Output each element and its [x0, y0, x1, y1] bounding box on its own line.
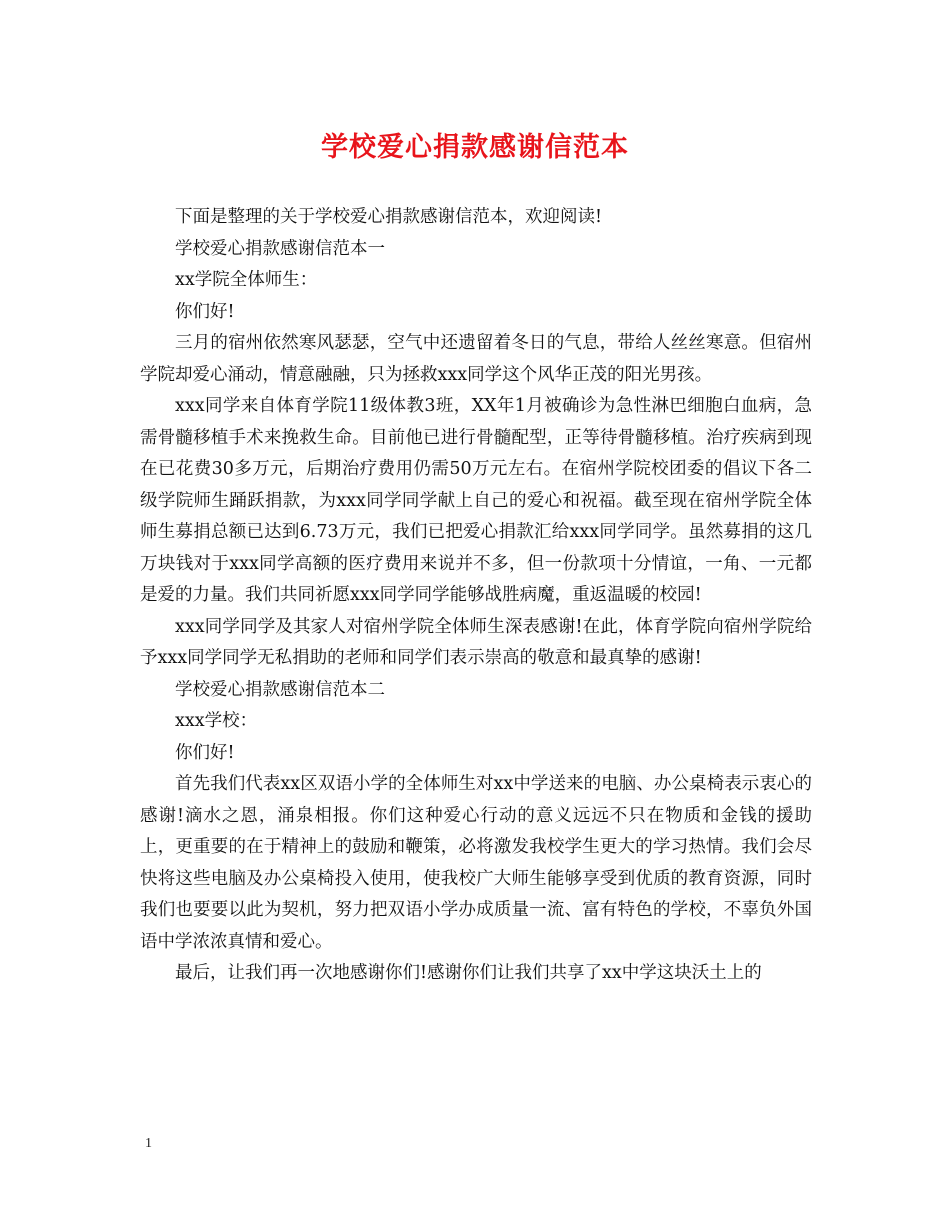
body-paragraph: 首先我们代表xx区双语小学的全体师生对xx中学送来的电脑、办公桌椅表示衷心的感谢!滴水之恩，涌泉相报。你们这种爱心行动的意义远远不只在物质和金钱的援助上，更重要的在于精神上的鼓励和鞭策，必将激发我校学生更大的学习热情。我们会尽快将这些电脑及办公桌椅投入使用，使我校广大师生能够享受到优质的教育资源，同时我们也要要以此为契机，努力把双语小学办成质量一流、富有特色的学校，不辜负外国语中学浓浓真情和爱心。 [140, 774, 812, 952]
salutation-1: xx学院全体师生： [175, 270, 318, 290]
document-title: 学校爱心捐款感谢信范本 [321, 132, 629, 163]
section-heading-2: 学校爱心捐款感谢信范本二 [175, 679, 385, 700]
intro-paragraph: 下面是整理的关于学校爱心捐款感谢信范本，欢迎阅读! [175, 207, 603, 227]
body-paragraph: 三月的宿州依然寒风瑟瑟，空气中还遗留着冬日的气息，带给人丝丝寒意。但宿州学院却爱心涌动，情意融融，只为拯救xxx同学这个风华正茂的阳光男孩。 [140, 333, 812, 385]
greeting-1: 你们好! [175, 301, 235, 322]
page-number: 1 [145, 1136, 152, 1151]
body-paragraph: 最后，让我们再一次地感谢你们!感谢你们让我们共享了xx中学这块沃土上的 [175, 963, 762, 983]
greeting-2: 你们好! [175, 742, 235, 763]
body-paragraph: xxx同学同学及其家人对宿州学院全体师生深表感谢!在此，体育学院向宿州学院给予xxx同学同学无私捐助的老师和同学们表示崇高的敬意和最真挚的感谢! [140, 616, 812, 668]
salutation-2: xxx学校： [175, 711, 258, 731]
section-heading-1: 学校爱心捐款感谢信范本一 [175, 238, 385, 259]
body-paragraph: xxx同学来自体育学院11级体教3班，XX年1月被确诊为急性淋巴细胞白血病，急需骨髓移植手术来挽救生命。目前他已进行骨髓配型，正等待骨髓移植。治疗疾病到现在已花费30多万元，后期治疗费用仍需50万元左右。在宿州学院校团委的倡议下各二级学院师生踊跃捐款，为xxx同学同学献上自己的爱心和祝福。截至现在宿州学院全体师生募捐总额已达到6.73万元，我们已把爱心捐款汇给xxx同学同学。虽然募捐的这几万块钱对于xxx同学高额的医疗费用来说并不多，但一份款项十分情谊，一角、一元都是爱的力量。我们共同祈愿xxx同学同学能够战胜病魔，重返温暖的校园! [140, 396, 812, 605]
document-body [140, 202, 812, 990]
